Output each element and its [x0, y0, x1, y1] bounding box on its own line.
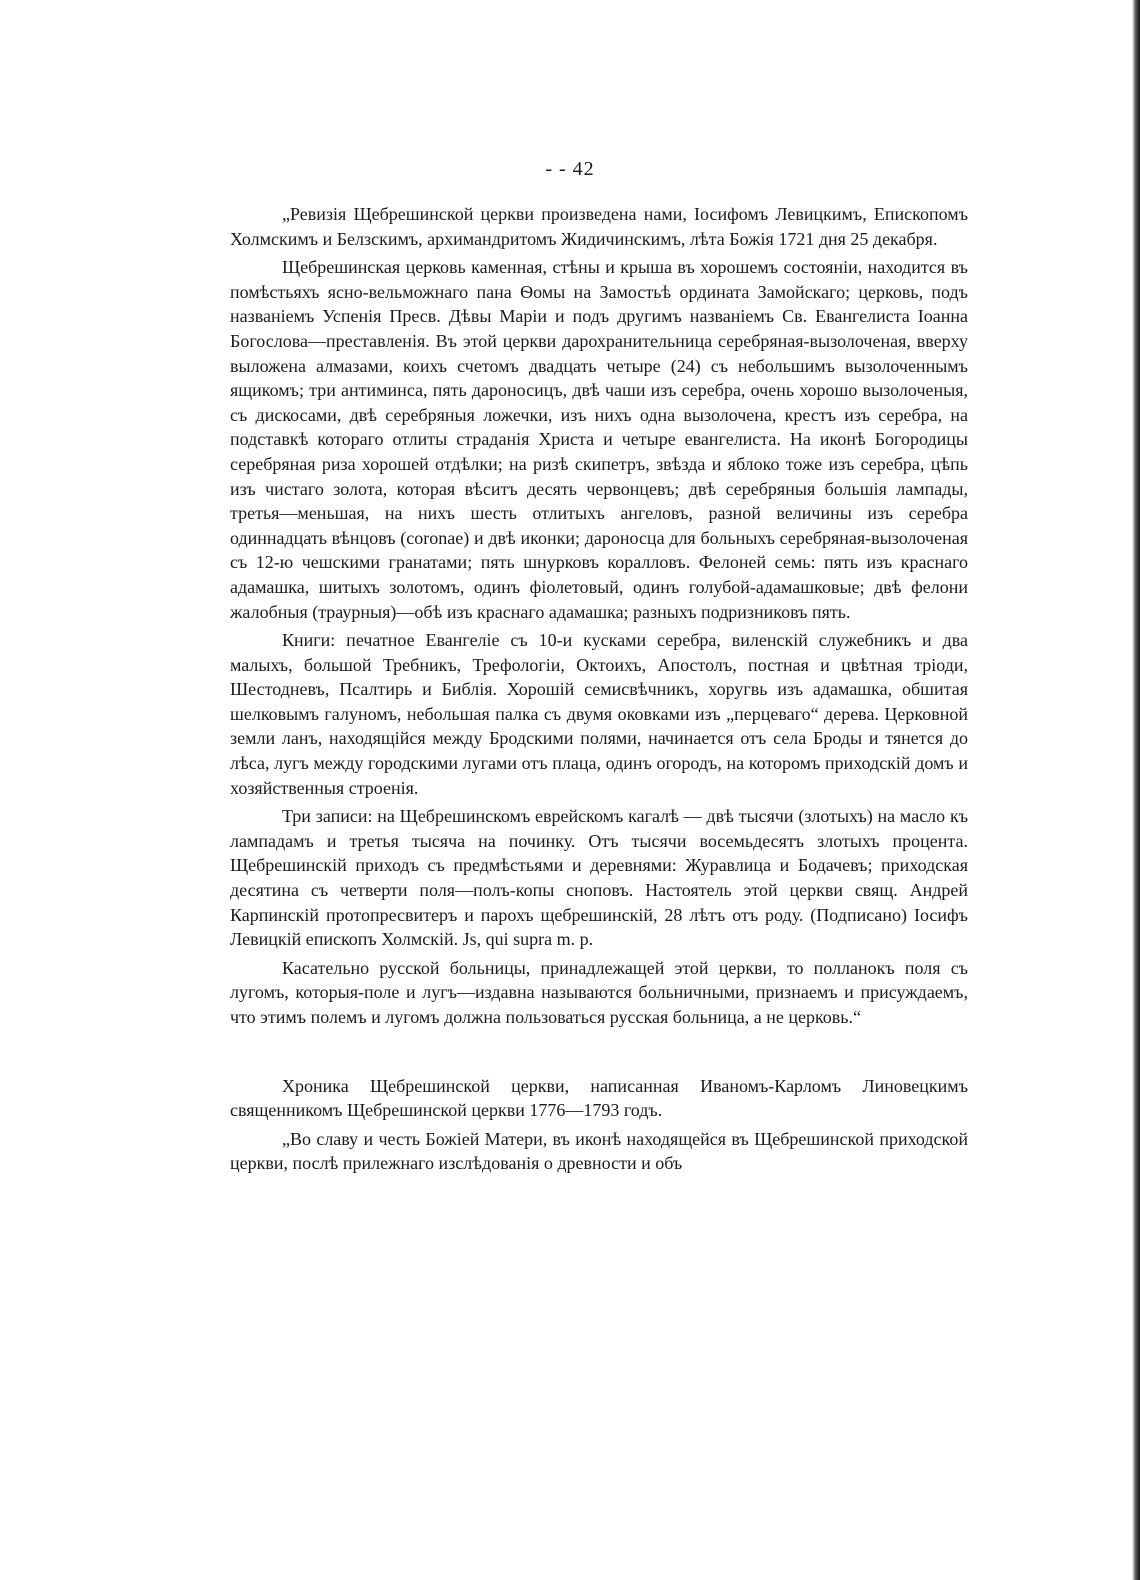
section-gap [230, 1034, 968, 1074]
paragraph-church-description: Щебрешинская церковь каменная, стѣны и крыша въ хорошемъ состояніи, находится въ помѣстьяхъ ясно-вельможнаго пана Ѳомы на Замостьѣ ордината Замойскаго; церковь, подъ названіемъ Успенія Пресв. Дѣвы Маріи и подъ другимъ названіемъ Св. Евангелиста Іоанна Богослова—преставленія. Въ этой церкви дарохранительница серебряная-вызолоченая, вверху выложена алмазами, коихъ счетомъ двадцать четыре (24) съ небольшимъ вызолоченнымъ ящикомъ; три антиминса, пять дароносицъ, двѣ чаши изъ серебра, очень хорошо вызолоченыя, съ дискосами, двѣ серебряныя ложечки, изъ нихъ одна вызолочена, крестъ изъ серебра, на подставкѣ котораго отлиты страданія Христа и четыре евангелиста. На иконѣ Богородицы серебряная риза хорошей отдѣлки; на ризѣ скипетръ, звѣзда и яблоко тоже изъ серебра, цѣпь изъ чистаго золота, которая вѣситъ десять червонцевъ; двѣ серебряныя большія лампады, третья—меньшая, на нихъ шесть отлитыхъ ангеловъ, разной величины изъ серебра одиннадцать вѣнцовъ (coronae) и двѣ иконки; дароносца для больныхъ серебряная-вызолоченая съ 12-ю чешскими гранатами; пять шнурковъ коралловъ. Фелоней семь: пять изъ краснаго адамашка, шитыхъ золотомъ, одинъ фіолетовый, одинъ голубой-адамашковые; двѣ фелони жалобныя (траурныя)—обѣ изъ краснаго адамашка; разныхъ подризниковъ пять. [230, 257, 968, 622]
document-body [230, 202, 968, 1180]
paragraph-hospital: Касательно русской больницы, принадлежащей этой церкви, то полланокъ поля съ лугомъ, которыя-поле и лугъ—издавна называются больничными, признаемъ и присуждаемъ, что этимъ полемъ и лугомъ должна пользоваться русская больница, а не церковь.“ [230, 957, 968, 1027]
paragraph-records: Три записи: на Щебрешинскомъ еврейскомъ кагалѣ — двѣ тысячи (злотыхъ) на масло къ лампадамъ и третья тысяча на починку. Отъ тысячи восемьдесятъ злотыхъ процента. Щебрешинскій приходъ съ предмѣстьями и деревнями: Журавлица и Бодачевъ; приходская десятина съ четверти поля—полъ-копы сноповъ. Настоятель этой церкви свящ. Андрей Карпинскій протопресвитеръ и парохъ щебрешинскій, 28 лѣтъ отъ роду. (Подписано) Іосифъ Левицкій епископъ Холмскій. Js, qui supra m. p. [230, 806, 968, 950]
paragraph-chronicle-title: Хроника Щебрешинской церкви, написанная Иваномъ-Карломъ Линовецкимъ священникомъ Щебрешинской церкви 1776—1793 годъ. [230, 1075, 968, 1121]
paragraph-revision-intro: „Ревизія Щебрешинской церкви произведена нами, Іосифомъ Левицкимъ, Епископомъ Холмскимъ и Белзскимъ, архимандритомъ Жидичинскимъ, лѣта Божія 1721 дня 25 декабря. [230, 204, 968, 249]
scan-edge [1132, 0, 1140, 1580]
page-number: - - 42 [545, 158, 595, 180]
paragraph-chronicle-start: „Во славу и честь Божіей Матери, въ иконѣ находящейся въ Щебрешинской приходской церкви, послѣ прилежнаго изслѣдованія о древности и объ [230, 1128, 968, 1174]
paragraph-books: Книги: печатное Евангеліе съ 10-и кусками серебра, виленскій служебникъ и два малыхъ, большой Требникъ, Трефологіи, Октоихъ, Апостолъ, постная и цвѣтная тріоди, Шестодневъ, Псалтирь и Библія. Хорошій семисвѣчникъ, хоругвь изъ адамашка, обшитая шелковымъ галуномъ, небольшая палка съ двумя оковками изъ „перцеваго“ дерева. Церковной земли ланъ, находящійся между Бродскими полями, начинается отъ села Броды и тянется до лѣса, лугъ между городскими лугами отъ плаца, одинъ огородъ, на которомъ приходскій домъ и хозяйственныя строенія. [230, 630, 968, 798]
